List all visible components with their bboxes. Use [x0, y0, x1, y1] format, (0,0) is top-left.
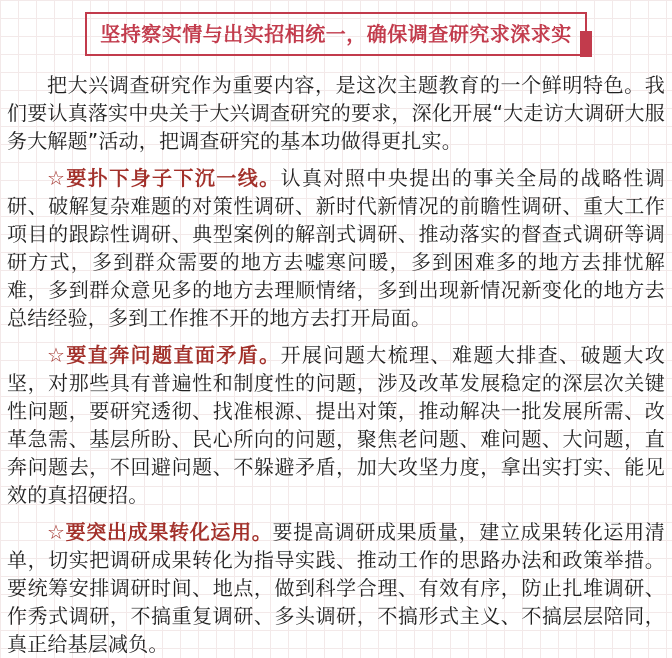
paragraph-lead: ☆要直奔问题直面矛盾。	[47, 343, 281, 367]
page-title: 坚持察实情与出实招相统一，确保调查研究求深求实	[100, 22, 572, 46]
article-body	[7, 71, 665, 658]
paragraph-text: 要提高调研成果质量，建立成果转化运用清单，切实把调研成果转化为指导实践、推动工作的思路办法和政策举措。要统筹安排调研时间、地点，做到科学合理、有效有序，防止扎堆调研、作秀式调研，不搞重复调研、多头调研，不搞形式主义、不搞层层陪同，真正给基层减负。	[7, 520, 665, 656]
paragraph-lead: ☆要突出成果转化运用。	[47, 520, 273, 544]
paragraph-point-1	[7, 164, 665, 332]
paragraph-point-2	[7, 341, 665, 509]
title-banner	[85, 12, 587, 56]
title-accent-bar	[580, 31, 592, 57]
paragraph-text: 开展问题大梳理、难题大排查、破题大攻坚，对那些具有普遍性和制度性的问题，涉及改革发展稳定的深层次关键性问题，要研究透彻、找准根源、提出对策，推动解决一批发展所需、改革急需、基层所盼、民心所向的问题，聚焦老问题、难问题、大问题，直奔问题去，不回避问题、不躲避矛盾，加大攻坚力度，拿出实打实、能见效的真招硬招。	[7, 343, 665, 507]
paragraph-point-3	[7, 518, 665, 658]
paragraph-lead: ☆要扑下身子下沉一线。	[47, 166, 281, 190]
paragraph-text: 把大兴调查研究作为重要内容，是这次主题教育的一个鲜明特色。我们要认真落实中央关于大兴调查研究的要求，深化开展“大走访大调研大服务大解题”活动，把调查研究的基本功做得更扎实。	[7, 73, 665, 153]
paragraph-text: 认真对照中央提出的事关全局的战略性调研、破解复杂难题的对策性调研、新时代新情况的前瞻性调研、重大工作项目的跟踪性调研、典型案例的解剖式调研、推动落实的督查式调研等调研方式，多到群众需要的地方去嘘寒问暖，多到困难多的地方去排忧解难，多到群众意见多的地方去理顺情绪，多到出现新情况新变化的地方去总结经验，多到工作推不开的地方去打开局面。	[7, 166, 665, 330]
paragraph-intro	[7, 71, 665, 155]
